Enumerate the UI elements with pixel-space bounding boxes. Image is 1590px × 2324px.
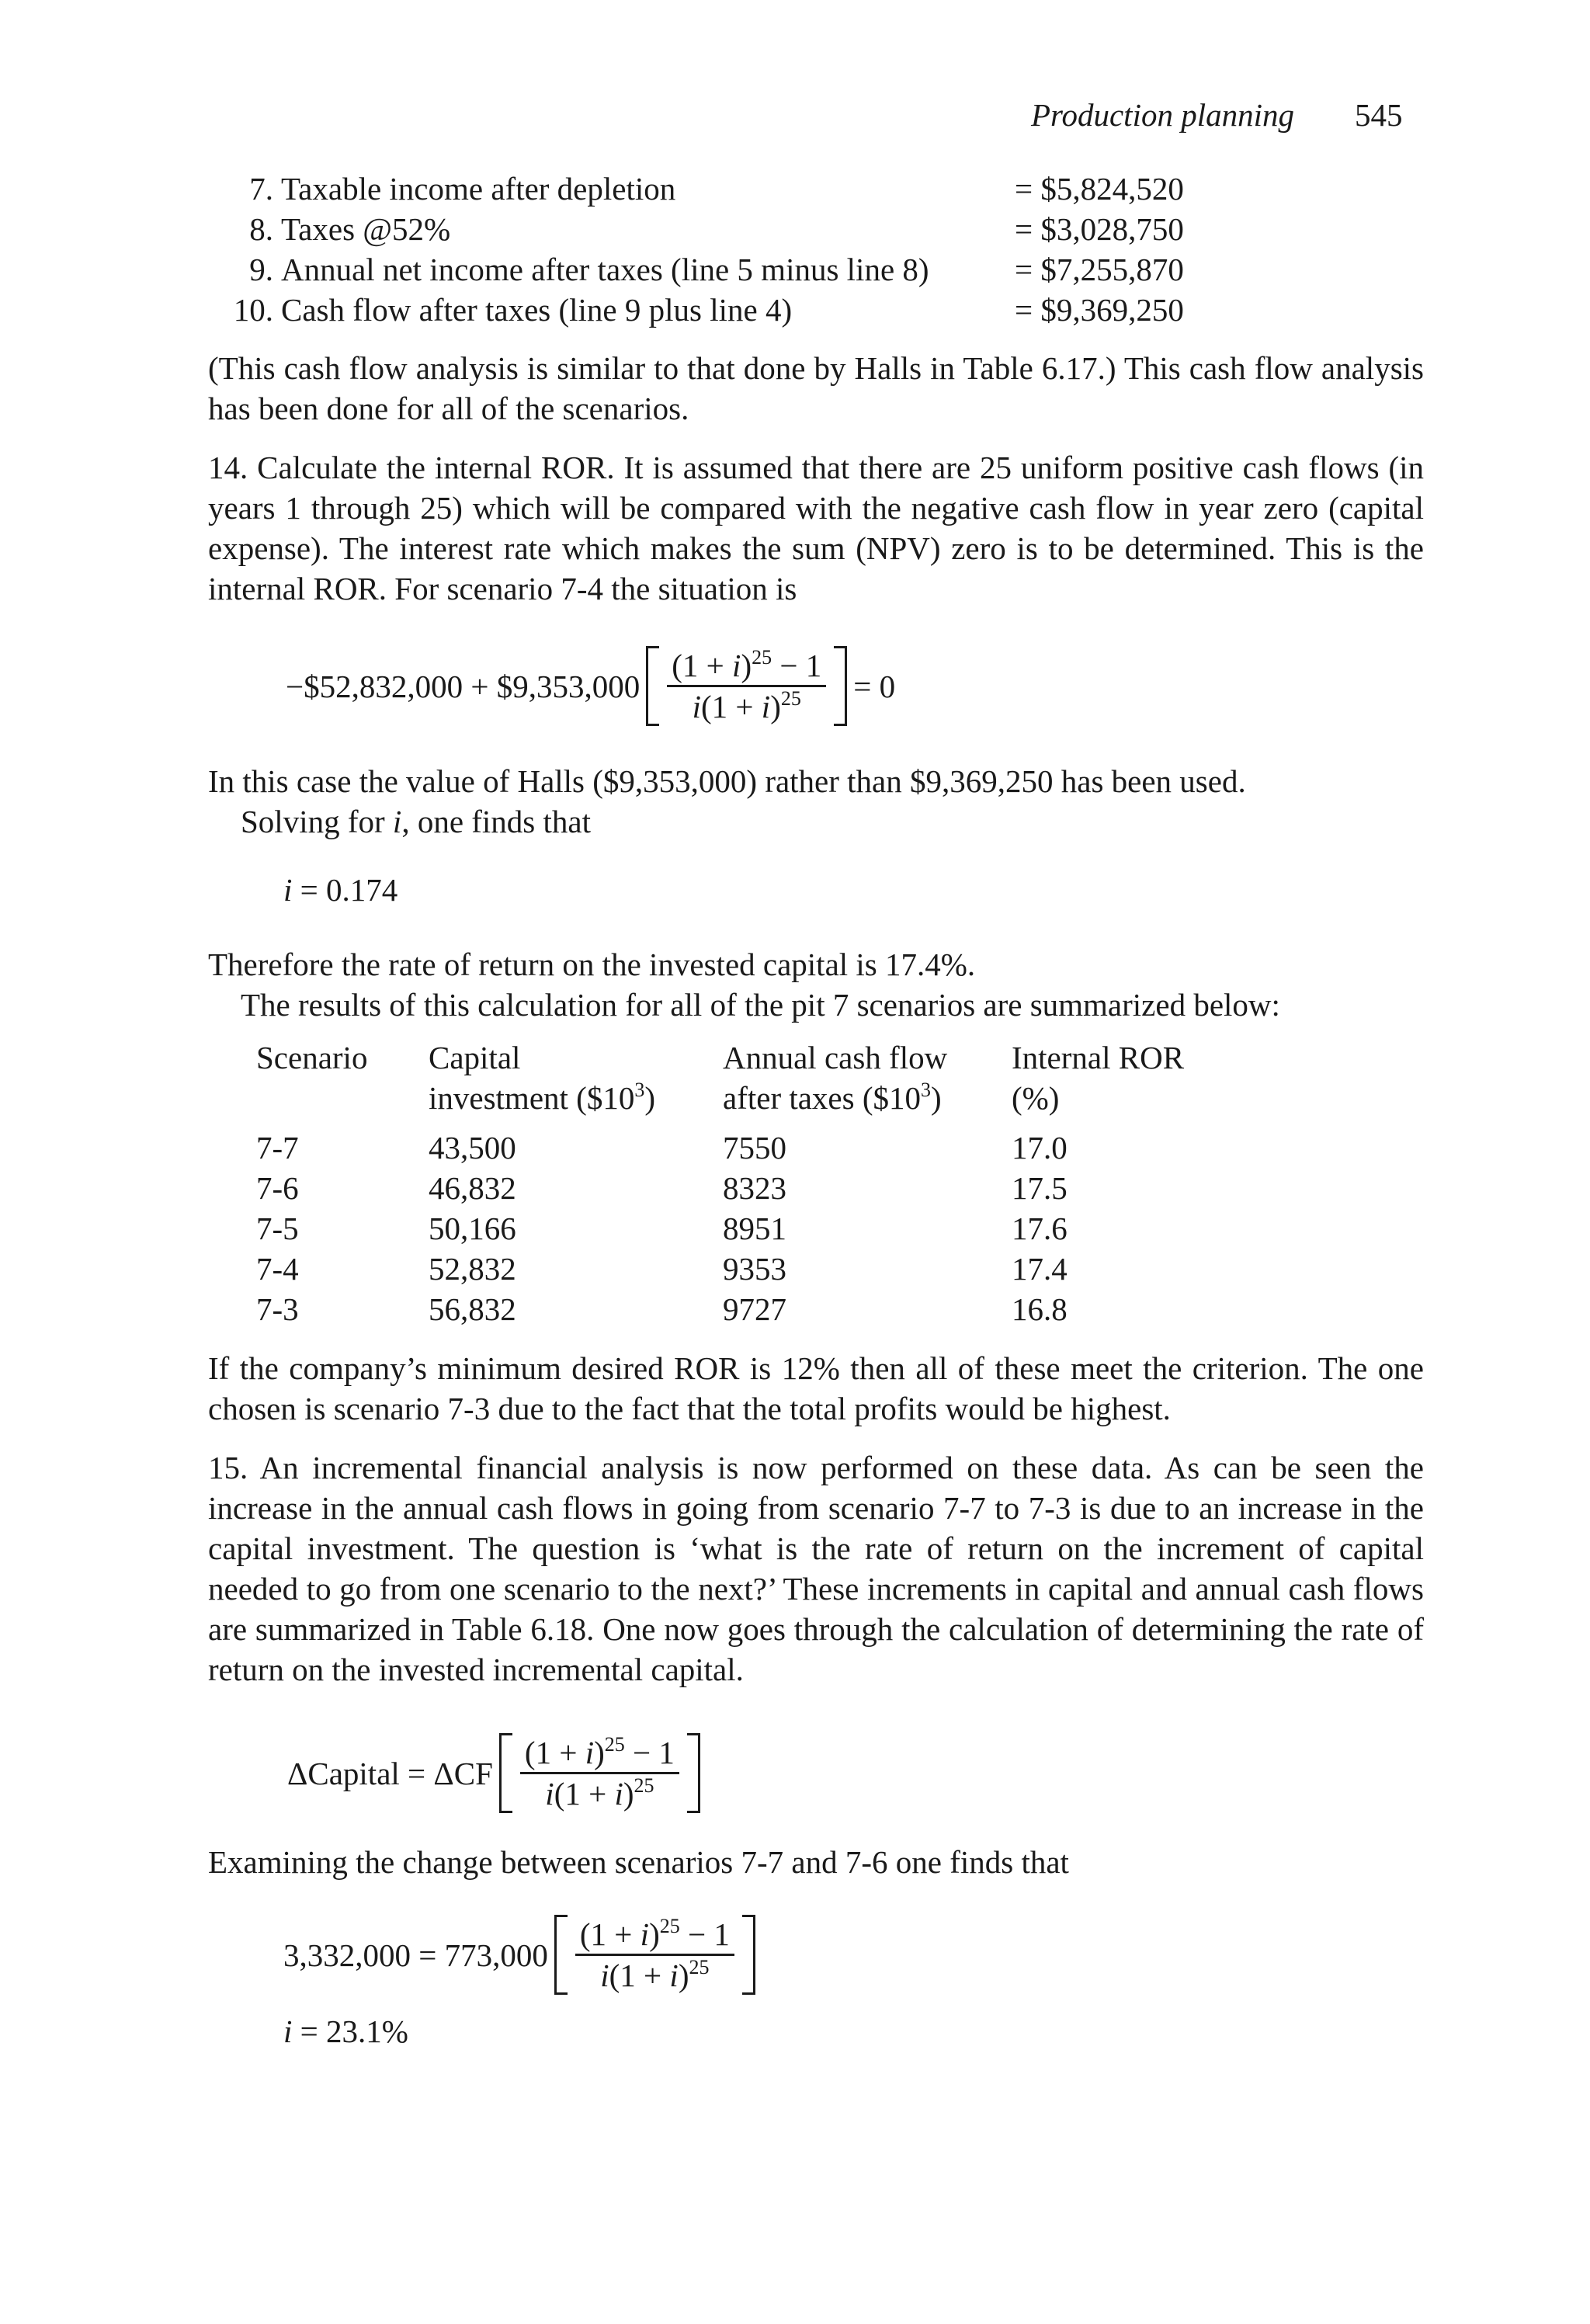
equation-lhs: ΔCapital = ΔCF [287,1755,493,1791]
paragraph-examining: Examining the change between scenarios 7-7 and 7-6 one finds that [208,1844,1069,1880]
table-cell: 17.0 [1012,1130,1068,1165]
list-item-value: = $3,028,750 [1015,211,1184,247]
equation-7-7-to-7-6 [283,1915,762,1995]
table-header-internal-ror-unit: (%) [1012,1080,1060,1116]
table-cell: 7-5 [256,1211,299,1246]
equation-i-result: i = 0.174 [283,872,398,908]
fraction-numerator: $(1 + i)^{25} - 1$ [520,1735,679,1774]
table-header-cash-flow: Annual cash flow [723,1040,948,1075]
fraction [568,1915,742,1995]
table-cell: 9727 [723,1291,786,1327]
list-item-number: 9. [249,252,273,287]
table-cell: 17.4 [1012,1251,1068,1287]
list-item-value: = $5,824,520 [1015,171,1184,207]
fraction-denominator: $i(1 + i)^{25}$ [545,1774,654,1812]
paragraph-criterion: If the company’s minimum desired ROR is 12% then all of these meet the criterion. The one chosen is scenario 7-3 due to the fact that the total profits would be highest. [208,1350,1424,1426]
list-item-number: 10. [233,292,273,328]
table-cell: 7-7 [256,1130,299,1165]
table-cell: 9353 [723,1251,786,1287]
equation-npv [286,646,895,726]
equation-i-result-incremental: i = 23.1% [283,2013,408,2049]
table-cell: 50,166 [429,1211,516,1246]
list-item-value: = $9,369,250 [1015,292,1184,328]
list-item-label: Taxable income after depletion [281,171,676,207]
list-item-number: 7. [249,171,273,207]
table-header-capital: Capital [429,1040,521,1075]
fraction-numerator: $(1 + i)^{25} - 1$ [667,648,826,687]
list-item-number: 8. [249,211,273,247]
fraction [659,646,834,726]
paragraph-step-14: 14. Calculate the internal ROR. It is assumed that there are 25 uniform positive cash flows (in years 1 through 25) which will be compared with the negative cash flow in year zero (capital expense). The interest rate which makes the sum (NPV) zero is to be determined. This is the internal ROR. For scenario 7-4 the situation is [208,450,1424,606]
equation-rhs: = 0 [853,668,896,704]
paragraph-summary-intro: The results of this calculation for all of the pit 7 scenarios are summarized below: [241,987,1280,1023]
fraction-numerator: $(1 + i)^{25} - 1$ [575,1916,734,1956]
fraction-denominator: $i(1 + i)^{25}$ [692,687,801,724]
list-item-label: Taxes @52% [281,211,451,247]
table-cell: 46,832 [429,1170,516,1206]
table-cell: 16.8 [1012,1291,1068,1327]
list-item-label: Cash flow after taxes (line 9 plus line 4) [281,292,793,328]
table-cell: 7-3 [256,1291,299,1327]
fraction [512,1733,687,1813]
equation-lhs: −$52,832,000 + $9,353,000 [286,668,641,704]
running-header-title: Production planning [1031,97,1294,133]
table-cell: 17.5 [1012,1170,1068,1206]
paragraph-step-15: 15. An incremental financial analysis is now performed on these data. As can be seen the increase in the annual cash flows in going from scenario 7-7 to 7-3 is due to an increase in the capital investment. The question is ‘what is the rate of return on the increment of capital needed to go from one scenario to the next?’ These increments in capital and annual cash flows are summarized in Table 6.18. One now goes through the calculation of determining the rate of return on the invested incremental capital. [208,1450,1424,1687]
table-cell: 8951 [723,1211,786,1246]
table-cell: 56,832 [429,1291,516,1327]
table-cell: 43,500 [429,1130,516,1165]
paragraph-solving: Solving for i, one finds that [241,804,591,839]
bracket-group [554,1915,755,1995]
table-cell: 7-4 [256,1251,299,1287]
equation-lhs: 3,332,000 = 773,000 [283,1937,548,1973]
bracket-group [499,1733,700,1813]
table-cell: 7550 [723,1130,786,1165]
paragraph-cash-flow-note: (This cash flow analysis is similar to that done by Halls in Table 6.17.) This cash flow analysis has been done for all of the scenarios. [208,350,1424,426]
list-item-value: = $7,255,870 [1015,252,1184,287]
page-number: 545 [1355,97,1403,133]
fraction-denominator: $i(1 + i)^{25}$ [600,1956,710,1993]
table-cell: 17.6 [1012,1211,1068,1246]
table-header-capital-unit: investment $(\$10^3)$ [429,1079,655,1116]
table-header-cash-flow-unit: after taxes $(\$10^3)$ [723,1079,942,1116]
table-cell: 8323 [723,1170,786,1206]
list-item-label: Annual net income after taxes (line 5 minus line 8) [281,252,929,287]
table-cell: 7-6 [256,1170,299,1206]
table-header-internal-ror: Internal ROR [1012,1040,1185,1075]
table-cell: 52,832 [429,1251,516,1287]
paragraph-halls-value: In this case the value of Halls ($9,353,000) rather than $9,369,250 has been used. [208,763,1246,799]
table-header-scenario: Scenario [256,1040,368,1075]
bracket-group [646,646,847,726]
paragraph-ror-result: Therefore the rate of return on the invested capital is 17.4%. [208,947,976,982]
equation-incremental [287,1733,706,1813]
